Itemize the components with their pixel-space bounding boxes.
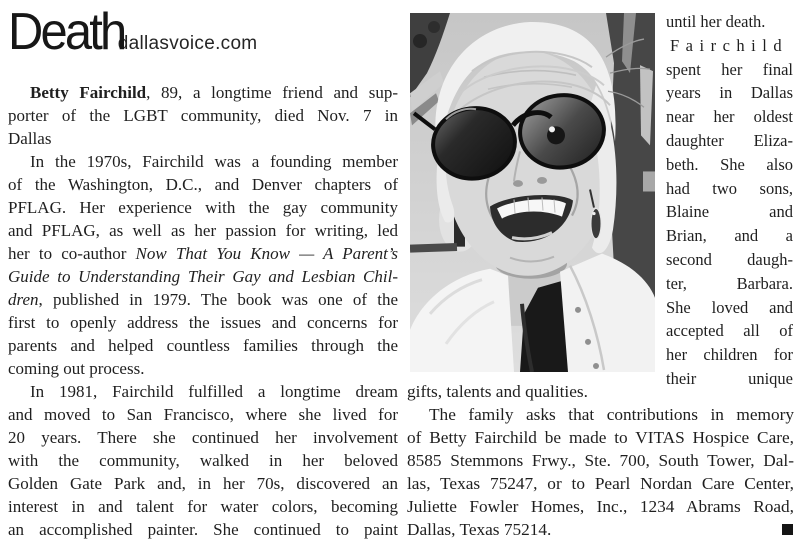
text-line: years in Dallas: [666, 83, 793, 103]
text-line: beth. She also: [666, 154, 793, 174]
text-line: their unique: [666, 368, 793, 388]
text-line: gifts, talents and qualities.: [407, 382, 588, 401]
text-line: an accomplished painter. She continued to paint: [8, 520, 398, 539]
portrait-illustration: [410, 13, 655, 372]
right-column: [666, 10, 793, 391]
text-line: of Betty Fairchild be made to VITAS Hospice Care,: [407, 428, 794, 447]
text-line: porter of the LGBT community, died Nov. 7 in: [8, 106, 398, 125]
text-line: She loved and: [666, 297, 793, 317]
text-line: ter, Barbara.: [666, 273, 793, 293]
text-line: 8585 Stemmons Frwy., Ste. 700, South Tower, Dal-: [407, 451, 794, 470]
text-line: Betty Fairchild, 89, a longtime friend and sup-: [30, 83, 398, 102]
text-line: daughter Eliza-: [666, 130, 793, 150]
text-line: dren, published in 1979. The book was one of the: [8, 290, 398, 309]
text-line: of the Washington, D.C., and Denver chapters of: [8, 175, 398, 194]
text-line: las, Texas 75247, or to Pearl Nordan Care Center,: [407, 474, 794, 493]
text-line: Brian, and a: [666, 226, 793, 246]
section-title: Death: [8, 3, 125, 61]
text-line: her children for: [666, 345, 793, 365]
text-line: The family asks that contributions in memory: [429, 405, 794, 424]
text-line: Fairchild: [670, 35, 789, 55]
left-column: [8, 81, 398, 541]
text-line: accepted all of: [666, 321, 793, 341]
text-line: and moved to San Francisco, where she lived for: [8, 405, 398, 424]
text-line: near her oldest: [666, 107, 793, 127]
text-line: Golden Gate Park and, in her 70s, discovered an: [8, 474, 398, 493]
text-line: In the 1970s, Fairchild was a founding member: [30, 152, 398, 171]
text-line: with the community, walked in her beloved: [8, 451, 398, 470]
text-line: Blaine and: [666, 202, 793, 222]
text-line: parents and helped countless families through the: [8, 336, 398, 355]
site-url: dallasvoice.com: [117, 33, 258, 54]
text-line: Juliette Fowler Homes, Inc., 1234 Abrams Road,: [407, 497, 794, 516]
text-line: Dallas: [8, 129, 52, 148]
text-line: In 1981, Fairchild fulfilled a longtime dream: [30, 382, 398, 401]
text-line: until her death.: [666, 12, 766, 31]
end-mark: [782, 524, 793, 535]
text-line: PFLAG. Her experience with the gay community: [8, 198, 398, 217]
text-line: interest in and talent for water colors, becoming: [8, 497, 398, 516]
text-line: Guide to Understanding Their Gay and Lesbian Chil-: [8, 267, 398, 286]
text-line: second daugh-: [666, 249, 793, 269]
text-line: first to openly address the issues and concerns for: [8, 313, 398, 332]
text-line: her to co-author Now That You Know — A Parent’s: [8, 244, 398, 263]
bottom-block: [407, 380, 794, 541]
text-line: 20 years. There she continued her involvement: [8, 428, 398, 447]
masthead: [8, 3, 258, 61]
text-line: coming out process.: [8, 359, 145, 378]
text-line: Dallas, Texas 75214.: [407, 518, 794, 541]
portrait-photo: [410, 13, 655, 372]
text-line: had two sons,: [666, 178, 793, 198]
text-line: spent her final: [666, 59, 793, 79]
text-line: and PFLAG, as well as her passion for writing, led: [8, 221, 398, 240]
